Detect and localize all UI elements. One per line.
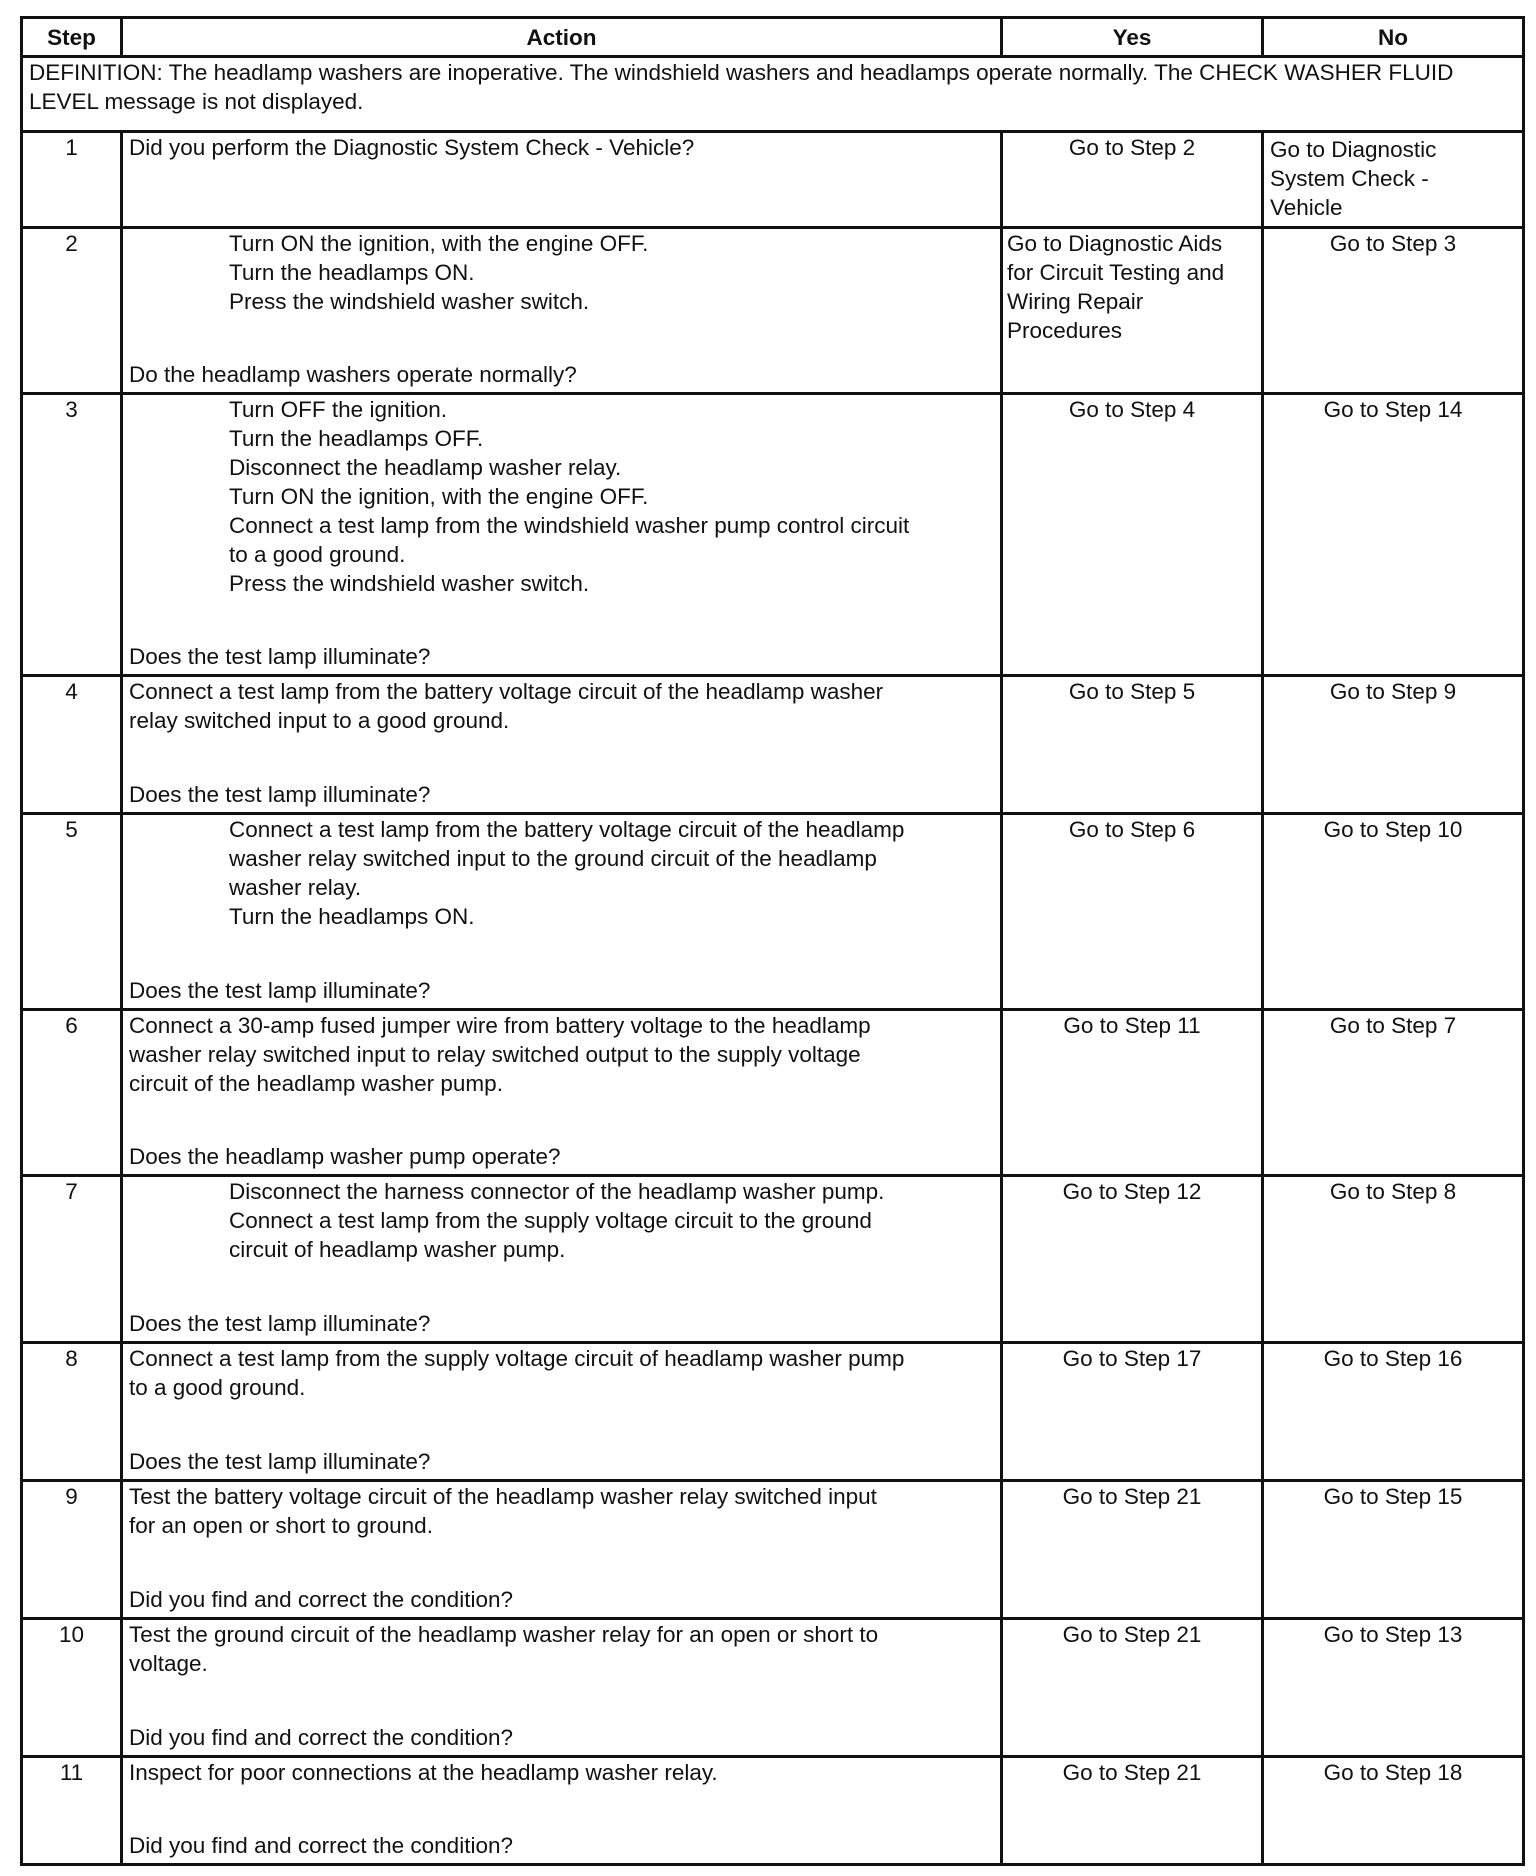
header-row	[22, 18, 1524, 57]
no-line: Go to Diagnostic	[1270, 137, 1437, 162]
yes-line: Go to Diagnostic Aids	[1007, 231, 1223, 256]
no-cell	[1263, 132, 1524, 228]
diagnostic-table	[20, 16, 1525, 1866]
instruction-line: circuit of the headlamp washer pump.	[129, 1071, 503, 1096]
no-cell: Go to Step 13	[1263, 1619, 1524, 1757]
yes-cell: Go to Step 21	[1002, 1481, 1263, 1619]
table-row	[22, 394, 1524, 676]
instruction-line: Connect a test lamp from the battery voltage circuit of the headlamp washer	[129, 679, 884, 704]
action-cell	[122, 1757, 1002, 1865]
action-cell	[122, 132, 1002, 228]
instruction-line: Connect a test lamp from the battery voltage circuit of the headlamp	[229, 817, 905, 842]
instruction-line: Turn the headlamps ON.	[229, 260, 475, 285]
step-number: 2	[22, 228, 122, 394]
action-cell	[122, 1481, 1002, 1619]
yes-cell	[1002, 228, 1263, 394]
instruction-line: washer relay.	[229, 875, 362, 900]
no-cell: Go to Step 7	[1263, 1010, 1524, 1176]
instruction-line: to a good ground.	[229, 542, 406, 567]
instruction-list	[129, 395, 994, 598]
yes-line: Wiring Repair	[1007, 289, 1144, 314]
action-cell	[122, 1619, 1002, 1757]
definition-text: DEFINITION: The headlamp washers are inoperative. The windshield washers and headlamps operate normally. The CHECK WASHER FLUID LEVEL message is not displayed.	[22, 57, 1524, 132]
question-text: Does the test lamp illuminate?	[129, 782, 431, 807]
action-cell	[122, 1343, 1002, 1481]
instruction-line: Inspect for poor connections at the headlamp washer relay.	[129, 1760, 718, 1785]
no-line: Vehicle	[1270, 195, 1343, 220]
instruction-line: circuit of headlamp washer pump.	[229, 1237, 566, 1262]
instruction-line: Turn OFF the ignition.	[229, 397, 448, 422]
no-cell: Go to Step 3	[1263, 228, 1524, 394]
action-cell	[122, 1176, 1002, 1343]
yes-cell: Go to Step 21	[1002, 1757, 1263, 1865]
instruction-list	[129, 1758, 994, 1787]
question-text: Does the test lamp illuminate?	[129, 1449, 431, 1474]
instruction-line: Disconnect the headlamp washer relay.	[229, 455, 622, 480]
instruction-line: Turn the headlamps OFF.	[229, 426, 484, 451]
yes-cell: Go to Step 21	[1002, 1619, 1263, 1757]
instruction-line: relay switched input to a good ground.	[129, 708, 510, 733]
no-cell: Go to Step 16	[1263, 1343, 1524, 1481]
instruction-line: Test the battery voltage circuit of the headlamp washer relay switched input	[129, 1484, 877, 1509]
action-cell	[122, 228, 1002, 394]
question-text: Did you find and correct the condition?	[129, 1833, 513, 1858]
instruction-line: voltage.	[129, 1651, 208, 1676]
question-text: Does the headlamp washer pump operate?	[129, 1144, 561, 1169]
step-number: 10	[22, 1619, 122, 1757]
question-text: Did you find and correct the condition?	[129, 1587, 513, 1612]
yes-cell: Go to Step 11	[1002, 1010, 1263, 1176]
instruction-list	[129, 229, 994, 316]
document-page	[20, 16, 1525, 1866]
step-number: 4	[22, 676, 122, 814]
no-cell: Go to Step 8	[1263, 1176, 1524, 1343]
instruction-line: Press the windshield washer switch.	[229, 289, 590, 314]
definition-row	[22, 57, 1524, 132]
question-text: Does the test lamp illuminate?	[129, 978, 431, 1003]
instruction-line: Turn ON the ignition, with the engine OFF.	[229, 231, 649, 256]
yes-cell: Go to Step 2	[1002, 132, 1263, 228]
instruction-line: Connect a test lamp from the supply voltage circuit of headlamp washer pump	[129, 1346, 905, 1371]
instruction-list	[129, 1344, 994, 1402]
question-text: Does the test lamp illuminate?	[129, 644, 431, 669]
yes-line: Procedures	[1007, 318, 1123, 343]
instruction-line: Connect a test lamp from the supply voltage circuit to the ground	[229, 1208, 872, 1233]
instruction-line: Disconnect the harness connector of the headlamp washer pump.	[229, 1179, 885, 1204]
table-row	[22, 814, 1524, 1010]
step-number: 5	[22, 814, 122, 1010]
instruction-line: washer relay switched input to relay switched output to the supply voltage	[129, 1042, 861, 1067]
table-row	[22, 228, 1524, 394]
step-number: 11	[22, 1757, 122, 1865]
header-no: No	[1263, 18, 1524, 57]
table-row	[22, 132, 1524, 228]
table-row	[22, 1010, 1524, 1176]
instruction-list	[129, 1011, 994, 1098]
table-row	[22, 676, 1524, 814]
table-row	[22, 1343, 1524, 1481]
instruction-line: Connect a 30-amp fused jumper wire from battery voltage to the headlamp	[129, 1013, 871, 1038]
question-text: Does the test lamp illuminate?	[129, 1311, 431, 1336]
instruction-line: Connect a test lamp from the windshield washer pump control circuit	[229, 513, 910, 538]
table-row	[22, 1757, 1524, 1865]
no-cell: Go to Step 10	[1263, 814, 1524, 1010]
instruction-line: to a good ground.	[129, 1375, 306, 1400]
step-number: 1	[22, 132, 122, 228]
yes-cell: Go to Step 6	[1002, 814, 1263, 1010]
instruction-line: Press the windshield washer switch.	[229, 571, 590, 596]
action-cell	[122, 394, 1002, 676]
no-cell: Go to Step 14	[1263, 394, 1524, 676]
yes-cell: Go to Step 4	[1002, 394, 1263, 676]
yes-line: for Circuit Testing and	[1007, 260, 1225, 285]
instruction-line: for an open or short to ground.	[129, 1513, 433, 1538]
question-text: Did you perform the Diagnostic System Check - Vehicle?	[129, 135, 695, 160]
yes-cell: Go to Step 12	[1002, 1176, 1263, 1343]
no-cell: Go to Step 18	[1263, 1757, 1524, 1865]
question-text: Did you find and correct the condition?	[129, 1725, 513, 1750]
instruction-line: Test the ground circuit of the headlamp washer relay for an open or short to	[129, 1622, 879, 1647]
table-row	[22, 1176, 1524, 1343]
no-line: System Check -	[1270, 166, 1429, 191]
instruction-line: Turn ON the ignition, with the engine OFF.	[229, 484, 649, 509]
no-cell: Go to Step 9	[1263, 676, 1524, 814]
step-number: 3	[22, 394, 122, 676]
yes-cell: Go to Step 5	[1002, 676, 1263, 814]
step-number: 6	[22, 1010, 122, 1176]
step-number: 9	[22, 1481, 122, 1619]
table-row	[22, 1619, 1524, 1757]
action-cell	[122, 1010, 1002, 1176]
question-text: Do the headlamp washers operate normally?	[129, 362, 577, 387]
header-step: Step	[22, 18, 122, 57]
step-number: 7	[22, 1176, 122, 1343]
action-cell	[122, 814, 1002, 1010]
instruction-list	[129, 677, 994, 735]
instruction-list	[129, 815, 994, 931]
header-yes: Yes	[1002, 18, 1263, 57]
instruction-line: washer relay switched input to the ground circuit of the headlamp	[229, 846, 877, 871]
instruction-list	[129, 1482, 994, 1540]
instruction-list	[129, 1177, 994, 1264]
no-cell: Go to Step 15	[1263, 1481, 1524, 1619]
instruction-list	[129, 1620, 994, 1678]
instruction-line: Turn the headlamps ON.	[229, 904, 475, 929]
header-action: Action	[122, 18, 1002, 57]
action-cell	[122, 676, 1002, 814]
step-number: 8	[22, 1343, 122, 1481]
table-row	[22, 1481, 1524, 1619]
yes-cell: Go to Step 17	[1002, 1343, 1263, 1481]
